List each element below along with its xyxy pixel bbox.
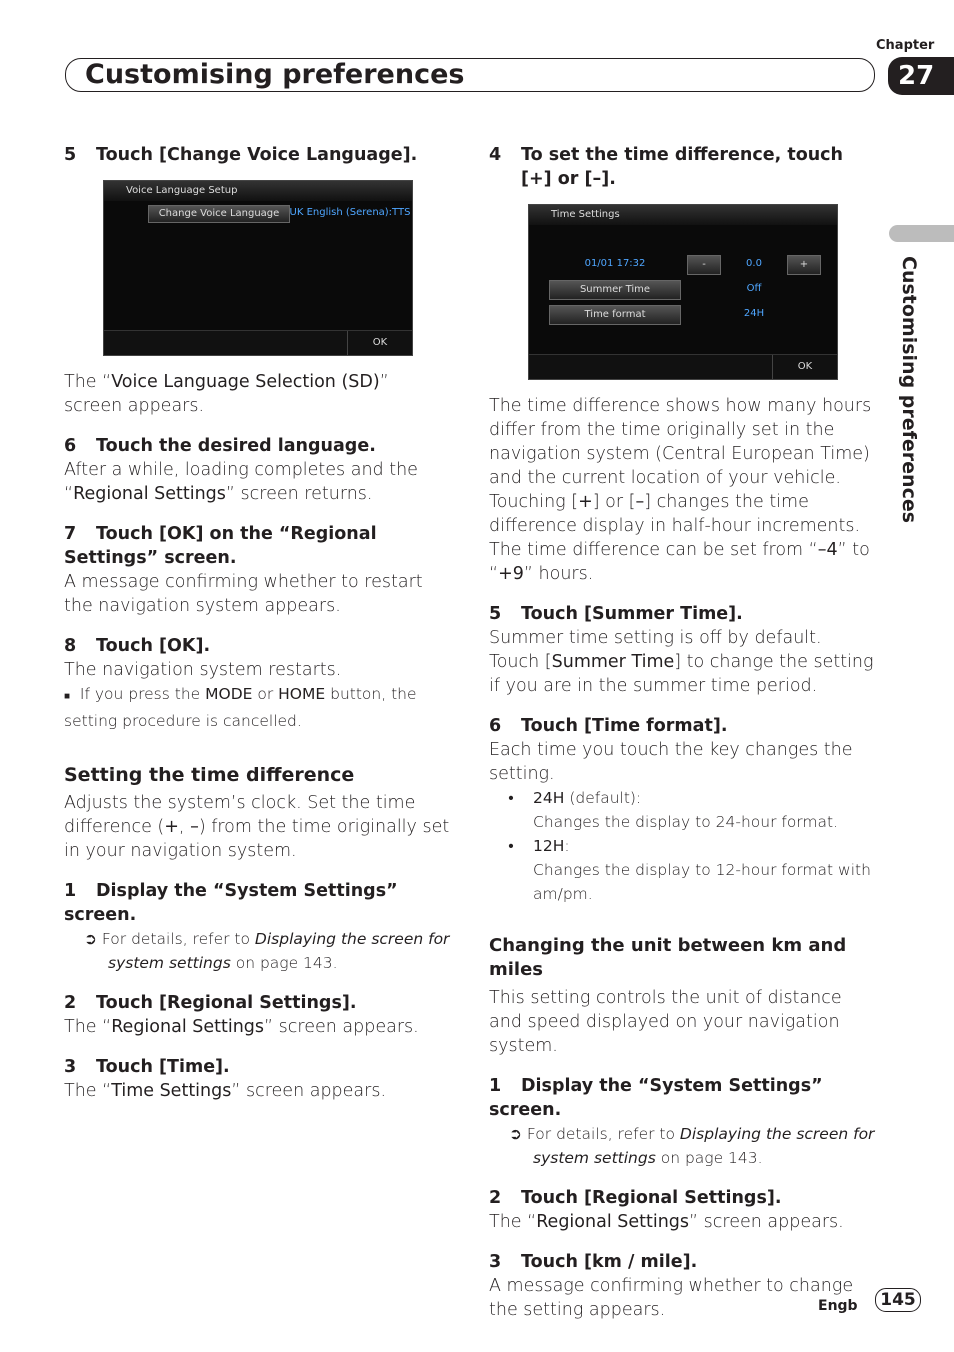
chapter-number: 27 bbox=[888, 57, 954, 95]
paragraph: Each time you touch the key changes the setting. bbox=[489, 740, 853, 784]
paragraph: The “Regional Settings” screen appears. bbox=[489, 1212, 844, 1232]
section-heading: Changing the unit between km and miles bbox=[489, 935, 847, 980]
minus-button: - bbox=[687, 255, 721, 275]
time-format-button: Time format bbox=[549, 305, 681, 325]
section-heading: Setting the time difference bbox=[64, 764, 355, 786]
screen-title: Voice Language Setup bbox=[104, 181, 412, 201]
arrow-icon: ➲ bbox=[84, 930, 102, 948]
change-voice-language-button: Change Voice Language bbox=[148, 205, 290, 223]
ok-button: OK bbox=[347, 331, 412, 355]
bullet-dot-icon: • bbox=[508, 837, 514, 855]
step-heading: 2 Touch [Regional Settings]. bbox=[64, 993, 357, 1013]
page-number: 145 bbox=[875, 1288, 921, 1312]
left-column-body bbox=[64, 370, 452, 1103]
bullet-description: Changes the display to 12-hour format with am/pm. bbox=[533, 861, 871, 903]
step-heading: 4 To set the time difference, touch [+] or [–]. bbox=[489, 145, 844, 189]
paragraph: A message confirming whether to change the setting appears. bbox=[489, 1276, 854, 1320]
side-tab-bar bbox=[889, 225, 954, 242]
offset-value: 0.0 bbox=[746, 258, 762, 269]
bullet-description: Changes the display to 24-hour format. bbox=[533, 813, 839, 831]
step-heading: 5 Touch [Change Voice Language]. bbox=[64, 145, 418, 165]
summer-time-button: Summer Time bbox=[549, 280, 681, 300]
summer-time-value: Off bbox=[746, 283, 762, 294]
step-heading: 3 Touch [km / mile]. bbox=[489, 1252, 698, 1272]
screen-title: Time Settings bbox=[529, 205, 837, 225]
step-heading: 6 Touch the desired language. bbox=[64, 436, 376, 456]
note: ➲ For details, refer to Displaying the screen for system settings on page 143. bbox=[84, 930, 450, 972]
language-code: Engb bbox=[818, 1298, 858, 1314]
step-heading: 6 Touch [Time format]. bbox=[489, 716, 728, 736]
bullet-dot-icon: • bbox=[508, 789, 514, 807]
note: ➲ For details, refer to Displaying the screen for system settings on page 143. bbox=[509, 1125, 875, 1167]
step-heading: 8 Touch [OK]. bbox=[64, 636, 211, 656]
paragraph: Adjusts the system’s clock. Set the time difference (+, –) from the time originally set in your navigation system. bbox=[64, 793, 450, 861]
voice-language-screenshot bbox=[103, 180, 413, 356]
arrow-icon: ➲ bbox=[509, 1125, 527, 1143]
paragraph: The navigation system restarts. bbox=[64, 660, 342, 680]
paragraph: The time difference can be set from “–4” to “+9” hours. bbox=[489, 540, 870, 584]
left-column bbox=[64, 143, 452, 167]
paragraph: The “Regional Settings” screen appears. bbox=[64, 1017, 419, 1037]
step-heading: 2 Touch [Regional Settings]. bbox=[489, 1188, 782, 1208]
clock-value: 01/01 17:32 bbox=[584, 258, 646, 269]
paragraph: The “Voice Language Selection (SD)” screen appears. bbox=[64, 372, 389, 416]
right-column bbox=[489, 143, 877, 191]
chapter-label: Chapter bbox=[876, 38, 935, 53]
bullet-item: • 24H (default): bbox=[489, 786, 877, 810]
paragraph: This setting controls the unit of distance and speed displayed on your navigation system. bbox=[489, 988, 842, 1056]
paragraph: Summer time setting is off by default. Touch [Summer Time] to change the setting if you are in the summer time period. bbox=[489, 628, 874, 696]
step-heading: 7 Touch [OK] on the “Regional Settings” screen. bbox=[64, 524, 377, 568]
bullet-item: • 12H: bbox=[489, 834, 877, 858]
page-title: Customising preferences bbox=[85, 59, 465, 90]
plus-button: + bbox=[787, 255, 821, 275]
paragraph: The “Time Settings” screen appears. bbox=[64, 1081, 387, 1101]
right-column-body bbox=[489, 394, 877, 1322]
paragraph: A message confirming whether to restart the navigation system appears. bbox=[64, 572, 423, 616]
note: ■ If you press the MODE or HOME button, the setting procedure is cancelled. bbox=[64, 685, 417, 730]
step-heading: 5 Touch [Summer Time]. bbox=[489, 604, 743, 624]
paragraph: The time difference shows how many hours differ from the time originally set in the navigation system (Central European Time) and the current location of your vehicle. Touching [+] or [–] changes the time difference display in half-hour increments. bbox=[489, 396, 872, 536]
step-heading: 3 Touch [Time]. bbox=[64, 1057, 230, 1077]
time-settings-screenshot bbox=[528, 204, 838, 380]
step-heading: 1 Display the “System Settings” screen. bbox=[489, 1076, 823, 1120]
ok-button: OK bbox=[772, 355, 837, 379]
square-bullet-icon: ■ bbox=[64, 691, 71, 702]
time-format-value: 24H bbox=[743, 308, 765, 319]
voice-language-value: UK English (Serena):TTS bbox=[289, 207, 411, 218]
side-tab-label: Customising preferences bbox=[898, 256, 920, 524]
step-heading: 1 Display the “System Settings” screen. bbox=[64, 881, 398, 925]
paragraph: After a while, loading completes and the “Regional Settings” screen returns. bbox=[64, 460, 418, 504]
